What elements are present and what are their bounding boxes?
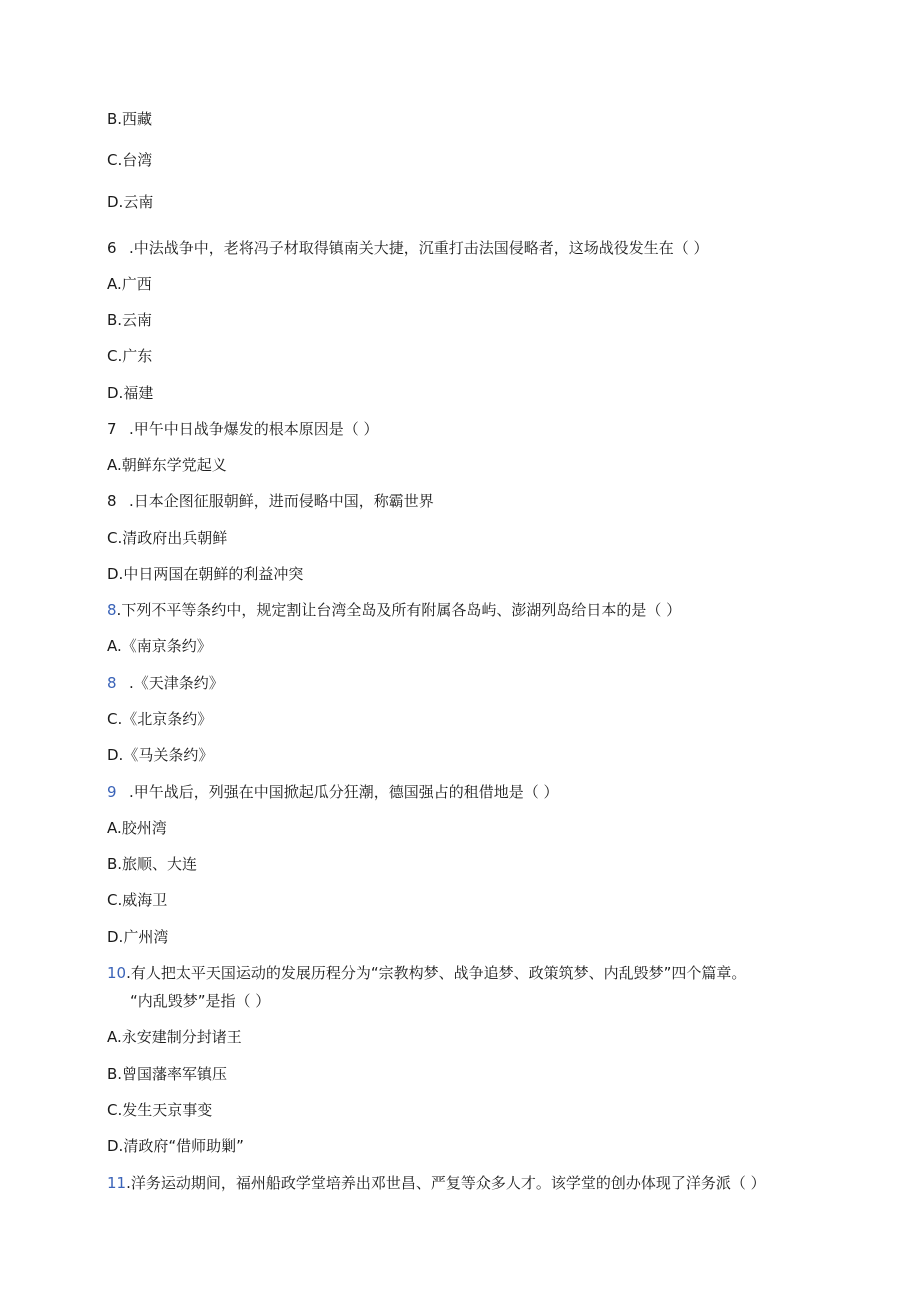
question-text: .有人把太平天国运动的发展历程分为“宗教构梦、战争追梦、政策筑梦、内乱毁梦”四个篇章。 [126, 964, 747, 982]
q7-option-a: A.朝鲜东学党起义 [107, 456, 227, 474]
q10-option-a: A.永安建制分封诸王 [107, 1028, 242, 1046]
question-text: .中法战争中，老将冯子材取得镇南关大捷，沉重打击法国侵略者，这场战役发生在（ ） [129, 239, 709, 257]
q10-option-d: D.清政府“借师助剿” [107, 1137, 244, 1155]
question-10-continuation: “内乱毁梦”是指（ ） [130, 992, 271, 1010]
question-8 [107, 600, 681, 620]
question-9 [107, 782, 559, 802]
option-b-xizang: B.西藏 [107, 110, 153, 128]
q6-option-c: C.广东 [107, 347, 153, 365]
question-text: .洋务运动期间，福州船政学堂培养出邓世昌、严复等众多人才。该学堂的创办体现了洋务派（ ） [126, 1174, 766, 1192]
q7-option-c: C.清政府出兵朝鲜 [107, 529, 228, 547]
q10-option-b: B.曾国藩率军镇压 [107, 1065, 228, 1083]
question-text: .下列不平等条约中，规定割让台湾全岛及所有附属各岛屿、澎湖列岛给日本的是（ ） [116, 601, 682, 619]
q8-option-d: D.《马关条约》 [107, 746, 214, 764]
q9-option-c: C.威海卫 [107, 891, 168, 909]
question-number: 11 [107, 1174, 127, 1192]
question-number: 8 [107, 601, 117, 619]
q8-option-a: A.《南京条约》 [107, 637, 212, 655]
option-number: 8 [107, 492, 117, 510]
q6-option-d: D.福建 [107, 384, 154, 402]
question-10 [107, 963, 746, 983]
question-number: 7 [107, 420, 117, 438]
question-7 [107, 419, 379, 439]
q9-option-b: B.旅顺、大连 [107, 855, 198, 873]
question-text: .甲午战后，列强在中国掀起瓜分狂潮，德国强占的租借地是（ ） [129, 783, 559, 801]
q6-option-a: A.广西 [107, 275, 152, 293]
q8-option-c: C.《北京条约》 [107, 710, 213, 728]
question-11 [107, 1173, 766, 1193]
q9-option-d: D.广州湾 [107, 928, 169, 946]
question-number: 6 [107, 239, 117, 257]
option-number: 8 [107, 674, 117, 692]
q7-option-d: D.中日两国在朝鲜的利益冲突 [107, 565, 304, 583]
q7-option-b: 8 .日本企图征服朝鲜，进而侵略中国，称霸世界 [107, 492, 434, 510]
q10-option-c: C.发生天京事变 [107, 1101, 213, 1119]
q8-option-b: 8 .《天津条约》 [107, 674, 224, 692]
question-number: 9 [107, 783, 117, 801]
option-c-taiwan: C.台湾 [107, 151, 153, 169]
question-6 [107, 238, 709, 258]
option-d-yunnan: D.云南 [107, 193, 154, 211]
q6-option-b: B.云南 [107, 311, 153, 329]
question-number: 10 [107, 964, 127, 982]
q9-option-a: A.胶州湾 [107, 819, 167, 837]
question-text: .甲午中日战争爆发的根本原因是（ ） [129, 420, 379, 438]
